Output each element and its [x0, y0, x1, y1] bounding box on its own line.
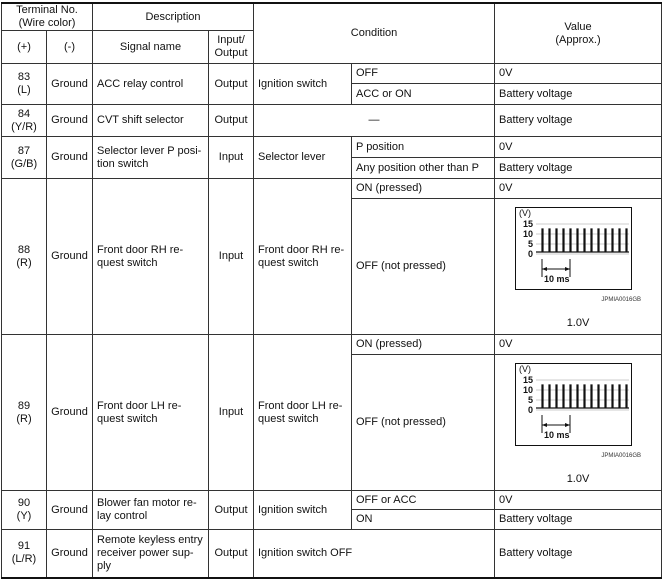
ground-cell: Ground [47, 530, 93, 578]
scope-unit-label: (V) [519, 364, 532, 374]
table-row [2, 491, 662, 510]
scope-tick-label: 5 [528, 395, 534, 405]
state-cell: OFF (not pressed) [352, 199, 495, 335]
value-cell: Battery voltage [495, 105, 662, 137]
scope-tick-label: 15 [523, 219, 534, 229]
scope-tick-label: 10 [523, 229, 534, 239]
arrow-head-left [542, 423, 547, 427]
condition-cell: Ignition switch [254, 64, 352, 105]
header-value [495, 3, 662, 64]
signal-name-cell: Blower fan motor re- lay control [93, 491, 209, 530]
value-cell: 0V [495, 179, 662, 199]
figure-id-label: JPMIA0016GB [601, 453, 642, 459]
io-cell: Input [209, 335, 254, 491]
io-cell: Input [209, 137, 254, 179]
terminal-number: 84 [17, 107, 31, 120]
value-cell: Battery voltage [495, 510, 662, 530]
wire-color: (L) [17, 84, 31, 96]
value-cell: Battery voltage [495, 530, 662, 578]
header-wire-color-label: (Wire color) [18, 17, 76, 29]
value-cell: 1.0V [566, 473, 590, 485]
table-row [2, 530, 662, 578]
ground-cell: Ground [47, 105, 93, 137]
oscilloscope-cell [495, 355, 662, 491]
terminal-cell [2, 179, 47, 335]
arrow-head-right [565, 267, 570, 271]
scope-waveform-trace [536, 229, 629, 252]
header-approx-label: (Approx.) [555, 33, 601, 46]
terminal-cell [2, 491, 47, 530]
condition-cell: Front door RH re- quest switch [254, 179, 352, 335]
condition-cell: Front door LH re- quest switch [254, 335, 352, 491]
ground-cell: Ground [47, 64, 93, 105]
io-cell: Output [209, 491, 254, 530]
figure-id-label: JPMIA0016GB [601, 297, 642, 303]
ground-cell: Ground [47, 137, 93, 179]
value-cell: 1.0V [566, 317, 590, 329]
scope-tick-label: 15 [523, 375, 534, 385]
header-terminal [2, 3, 93, 31]
oscilloscope-cell [495, 199, 662, 335]
table-row [2, 105, 662, 137]
terminal-cell [2, 530, 47, 578]
scope-tick-label: 10 [523, 385, 534, 395]
wire-color: (L/R) [11, 553, 37, 566]
arrow-head-left [542, 267, 547, 271]
value-cell: Battery voltage [495, 84, 662, 105]
signal-name-cell: Selector lever P posi- tion switch [93, 137, 209, 179]
terminal-number: 90 [17, 497, 31, 509]
scope-waveform-trace [536, 385, 629, 408]
table-row [2, 137, 662, 158]
state-cell: ON (pressed) [352, 179, 495, 199]
terminal-cell [2, 137, 47, 179]
header-io-label-2: Output [214, 47, 248, 59]
state-cell: OFF or ACC [352, 491, 495, 510]
time-scale-label: 10 ms [544, 430, 570, 440]
signal-name-cell: Remote keyless entry receiver power sup- ply [93, 530, 209, 578]
wire-color: (Y) [16, 510, 32, 522]
terminal-cell [2, 335, 47, 491]
ground-cell: Ground [47, 491, 93, 530]
header-plus: (+) [2, 31, 47, 64]
terminal-cell [2, 64, 47, 105]
oscilloscope-waveform [513, 359, 643, 467]
wire-color: (Y/R) [11, 120, 37, 133]
value-cell: 0V [495, 491, 662, 510]
arrow-head-right [565, 423, 570, 427]
io-cell: Output [209, 105, 254, 137]
condition-cell: Ignition switch OFF [254, 530, 495, 578]
time-scale-label: 10 ms [544, 274, 570, 284]
value-cell: 0V [495, 64, 662, 84]
signal-name-cell: ACC relay control [93, 64, 209, 105]
scope-tick-label: 0 [528, 405, 534, 415]
signal-name-cell: Front door LH re- quest switch [93, 335, 209, 491]
wire-color: (R) [16, 412, 32, 425]
header-input-output [209, 31, 254, 64]
state-cell: OFF [352, 64, 495, 84]
terminal-number: 88 [17, 243, 31, 256]
state-cell: ON [352, 510, 495, 530]
wire-color: (G/B) [10, 157, 38, 170]
scope-tick-label: 5 [528, 239, 534, 249]
condition-cell: — [254, 105, 495, 137]
condition-cell: Selector lever [254, 137, 352, 179]
io-cell: Output [209, 530, 254, 578]
state-cell: ON (pressed) [352, 335, 495, 355]
state-cell: Any position other than P [352, 158, 495, 179]
terminal-table [1, 2, 662, 579]
terminal-number: 87 [17, 144, 31, 157]
table-row [2, 64, 662, 84]
terminal-number: 83 [17, 71, 31, 83]
header-minus: (-) [47, 31, 93, 64]
io-cell: Input [209, 179, 254, 335]
header-condition: Condition [254, 3, 495, 64]
header-io-label-1: Input/ [217, 34, 245, 46]
state-cell: P position [352, 137, 495, 158]
oscilloscope-waveform [513, 203, 643, 311]
terminal-number: 89 [17, 399, 31, 412]
condition-cell: Ignition switch [254, 491, 352, 530]
io-cell: Output [209, 64, 254, 105]
header-terminal-label: Terminal No. [16, 4, 78, 16]
signal-name-cell: CVT shift selector [93, 105, 209, 137]
scope-unit-label: (V) [519, 208, 532, 218]
table-row [2, 335, 662, 355]
terminal-cell [2, 105, 47, 137]
scope-tick-label: 0 [528, 249, 534, 259]
header-description: Description [93, 3, 254, 31]
table-row [2, 179, 662, 199]
signal-name-cell: Front door RH re- quest switch [93, 179, 209, 335]
terminal-number: 91 [17, 540, 31, 553]
wire-color: (R) [16, 256, 32, 269]
state-cell: ACC or ON [352, 84, 495, 105]
state-cell: OFF (not pressed) [352, 355, 495, 491]
value-cell: 0V [495, 137, 662, 158]
ground-cell: Ground [47, 335, 93, 491]
value-cell: Battery voltage [495, 158, 662, 179]
value-cell: 0V [495, 335, 662, 355]
ground-cell: Ground [47, 179, 93, 335]
header-value-label: Value [564, 20, 592, 33]
header-signal-name: Signal name [93, 31, 209, 64]
